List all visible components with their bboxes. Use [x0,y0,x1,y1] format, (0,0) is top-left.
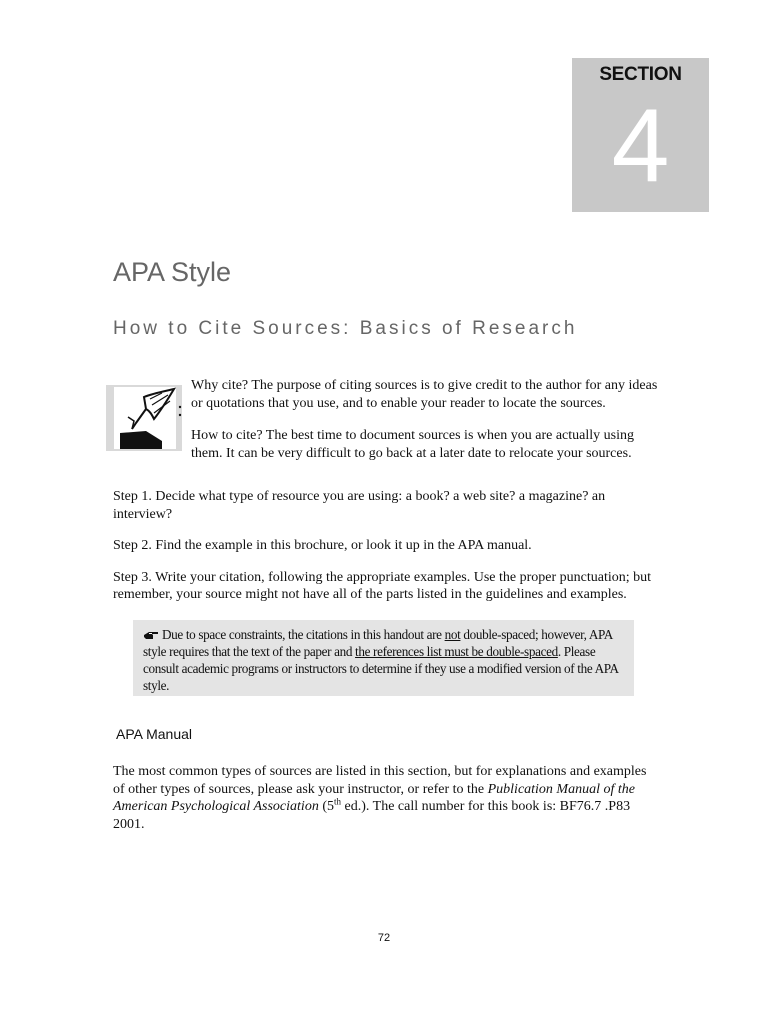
note-text-2: double-spaced; however, APA style requires that the text of the paper and [143,627,613,659]
manual-paragraph [113,763,661,833]
step-1: Step 1. Decide what type of resource you are using: a book? a web site? a magazine? an interview? [113,489,606,522]
note-text-3: . Please consult academic programs or instructors to determine if they use a modified version of the APA style. [143,644,618,693]
step-2: Step 2. Find the example in this brochure, or look it up in the APA manual. [113,538,532,553]
page-number: 72 [377,932,391,944]
manual-heading: APA Manual [116,726,193,742]
manual-edition-sup: th [334,796,342,807]
section-badge [572,58,709,212]
note-text-1: Due to space constraints, the citations in this handout are [162,627,445,642]
note-underline-not: not [444,627,461,642]
why-cite-paragraph: Why cite? The purpose of citing sources is to give credit to the author for any ideas or quotations that you use, and to enable your reader to locate the sources. [191,378,658,411]
page-title: APA Style [113,257,232,287]
step-3: Step 3. Write your citation, following the appropriate examples. Use the proper punctuation; but remember, your source might not have all of the parts listed in the guidelines and examples. [113,569,652,602]
manual-text-3: ed.). The call number for this book is: BF76.7 .P83 2001. [113,799,631,832]
section-number: 4 [611,88,670,204]
how-to-cite-paragraph: How to cite? The best time to document sources is when you are actually using them. It can be very difficult to go back at a later date to relocate your sources. [191,428,634,461]
note-box [133,620,634,696]
page-subtitle: How to Cite Sources: Basics of Research [113,318,578,339]
manual-text-2: (5 [318,799,334,814]
pointing-hand-icon [143,627,159,638]
intro-text [191,377,661,477]
manual-book-title: Publication Manual of the American Psychological Association [113,781,635,814]
manual-text-1: The most common types of sources are listed in this section, but for explanations and examples of other types of sources, please ask your instructor, or refer to the [113,764,647,797]
quill-pen-icon [106,385,182,451]
note-underline-references: the references list must be double-spaced [355,644,558,659]
steps-list [113,488,661,618]
section-label: SECTION [599,64,682,85]
